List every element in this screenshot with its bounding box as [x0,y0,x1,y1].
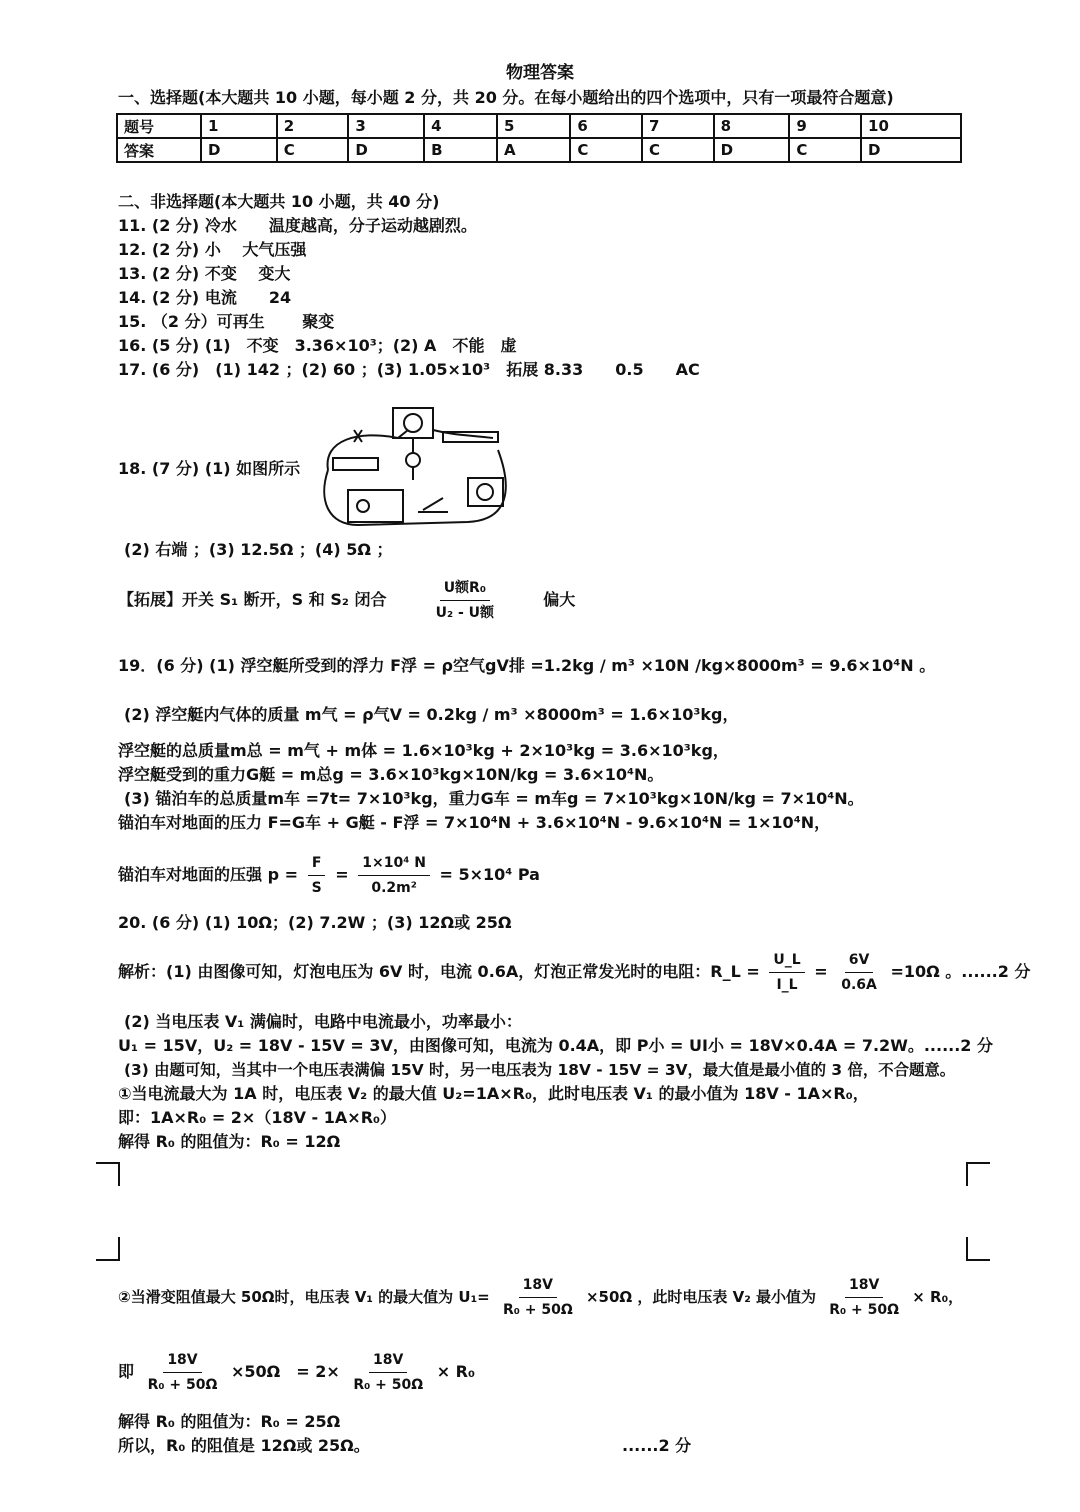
formula-fraction [144,1350,222,1395]
answer-q20-case2-eq [118,1350,475,1395]
table-cell: A [497,138,570,162]
extension-result: 偏大 [543,590,576,609]
answer-q20-part2-calc: U₁ = 15V，U₂ = 18V - 15V = 3V，由图像可知，电流为 0.4A，即 P小 = UI小 = 18V×0.4A = 7.2W。......2 分 [118,1036,994,1055]
supply-knob-icon [357,500,369,512]
answer-q11: 11. (2 分) 冷水 温度越高，分子运动越剧烈。 [118,216,477,235]
table-cell: 7 [642,114,714,138]
fraction-numerator: U额R₀ [440,578,490,601]
table-cell: 2 [277,114,349,138]
meter-dial-icon [477,484,493,500]
table-cell: D [201,138,277,162]
formula-fraction [825,1275,903,1320]
answer-q20-case1: ①当电流最大为 1A 时，电压表 V₂ 的最大值 U₂=1A×R₀，此时电压表 V₁ 的最小值为 18V - 1A×R₀， [118,1084,869,1103]
answer-q20-summary: 20. (6 分) (1) 10Ω；(2) 7.2W ；(3) 12Ω或 25Ω [118,913,512,932]
answer-q15: 15. （2 分）可再生 聚变 [118,312,335,331]
table-cell: C [642,138,714,162]
table-cell: 10 [861,114,961,138]
fraction-denominator: S [311,880,322,896]
answer-q20-part3: (3) 由题可知，当其中一个电压表满偏 15V 时，另一电压表为 18V - 15V = 3V，最大值是最小值的 3 倍，不合题意。 [124,1061,956,1079]
answer-q12: 12. (2 分) 小 大气压强 [118,240,307,259]
table-row-answers [117,138,961,162]
fraction-denominator: I_L [776,977,798,993]
answer-q13: 13. (2 分) 不变 变大 [118,264,291,283]
fraction-numerator: 18V [845,1275,883,1298]
table-cell: D [714,138,790,162]
fraction-denominator: 0.6A [841,977,877,993]
table-cell: C [277,138,349,162]
section1-heading: 一、选择题(本大题共 10 小题，每小题 2 分，共 20 分。在每小题给出的四个选项中，只有一项最符合题意) [118,88,894,107]
formula-text: ②当滑变阻值最大 50Ω时，电压表 V₁ 的最大值为 U₁= [118,1288,490,1306]
extension-text: 【拓展】开关 S₁ 断开，S 和 S₂ 闭合 [118,590,387,609]
section2-heading: 二、非选择题(本大题共 10 小题，共 40 分) [118,192,440,211]
row-label-answer: 答案 [117,138,201,162]
fraction-numerator: 18V [163,1350,201,1373]
answer-q20-analysis1 [118,950,1030,995]
meter-dial-icon [404,414,422,432]
page-title: 物理答案 [506,63,574,83]
formula-fraction [837,950,881,995]
answer-q19-gravity: 浮空艇受到的重力G艇 = m总g = 3.6×10³kg×10N/kg = 3.6×10⁴N。 [118,765,664,784]
formula-fraction [308,853,326,898]
fraction-numerator: 18V [369,1350,407,1373]
formula-fraction [499,1275,577,1320]
table-cell: 4 [424,114,497,138]
fraction-denominator: R₀ + 50Ω [502,1302,573,1318]
formula-text: = [814,962,828,981]
fraction-numerator: U_L [769,950,804,973]
formula-text: = [335,865,349,884]
fraction-numerator: F [308,853,326,876]
corner-mark-top-right [966,1162,990,1186]
answer-q19-part1: 19．(6 分) (1) 浮空艇所受到的浮力 F浮 = ρ空气gV排 =1.2kg / m³ ×10N /kg×8000m³ = 9.6×10⁴N 。 [118,656,936,675]
ammeter-icon [468,478,503,506]
answer-q18-extension [118,578,575,623]
table-cell: C [789,138,861,162]
answer-q18-label: 18. (7 分) (1) 如图所示 [118,459,301,478]
circuit-wire [328,430,408,470]
fraction-numerator: 6V [845,950,874,973]
fraction-denominator: 0.2m² [371,880,417,896]
fraction-denominator: R₀ + 50Ω [829,1302,900,1318]
table-cell: 8 [714,114,790,138]
table-cell: 6 [570,114,642,138]
formula-text: 解析：(1) 由图像可知，灯泡电压为 6V 时，电流 0.6A，灯泡正常发光时的电阻：R_L = [118,962,760,981]
answer-q20-conclusion: 所以，R₀ 的阻值是 12Ω或 25Ω。 [118,1436,370,1455]
fraction-denominator: U₂ - U额 [435,605,495,621]
row-label-number: 题号 [117,114,201,138]
table-cell: 1 [201,114,277,138]
formula-text: × R₀， [912,1288,964,1306]
table-cell: C [570,138,642,162]
corner-mark-bottom-right [966,1237,990,1261]
formula-text: 锚泊车对地面的压强 p = [118,865,299,884]
answer-q20-case2-result: 解得 R₀ 的阻值为：R₀ = 25Ω [118,1412,341,1431]
formula-text: ×50Ω ，此时电压表 V₂ 最小值为 [585,1288,817,1306]
fraction-denominator: R₀ + 50Ω [147,1377,218,1393]
table-cell: 9 [789,114,861,138]
fraction-numerator: 1×10⁴ N [358,853,430,876]
circuit-diagram [318,400,518,530]
table-cell: 5 [497,114,570,138]
answer-q19-pressure-force: 锚泊车对地面的压力 F=G车 + G艇 - F浮 = 7×10⁴N + 3.6×10⁴N - 9.6×10⁴N = 1×10⁴N， [118,813,831,832]
answer-table [116,113,962,163]
answer-q20-case2 [118,1275,963,1320]
answer-q19-part2: (2) 浮空艇内气体的质量 m气 = ρ气V = 0.2kg / m³ ×8000m³ = 1.6×10³kg， [124,705,739,724]
table-cell: D [861,138,961,162]
answer-q17: 17. (6 分) (1) 142 ；(2) 60 ；(3) 1.05×10³ 拓展 8.33 0.5 AC [118,360,700,379]
voltmeter-icon [393,408,433,438]
lamp-icon [406,453,420,467]
answer-q19-total-mass: 浮空艇的总质量m总 = m气 + m体 = 1.6×10³kg + 2×10³kg = 3.6×10³kg， [118,741,729,760]
formula-text: 即 [118,1362,135,1381]
formula-text: = 5×10⁴ Pa [439,865,540,884]
table-row-numbers [117,114,961,138]
formula-fraction [349,1350,427,1395]
formula-text: ×50Ω = 2× [230,1362,340,1381]
score-note: ......2 分 [622,1436,692,1455]
answer-q19-part3: (3) 锚泊车的总质量m车 =7t= 7×10³kg，重力G车 = m车g = 7×10³kg×10N/kg = 7×10⁴N。 [124,789,864,808]
answer-q20-part2: (2) 当电压表 V₁ 满偏时，电路中电流最小，功率最小： [124,1012,522,1031]
battery-icon [333,458,378,470]
fraction-denominator: R₀ + 50Ω [353,1377,424,1393]
answer-q16: 16. (5 分) (1) 不变 3.36×10³；(2) A 不能 虚 [118,336,517,355]
answer-q20-case1-eq: 即：1A×R₀ = 2×（18V - 1A×R₀） [118,1108,397,1127]
fraction-numerator: 18V [519,1275,557,1298]
table-cell: 3 [348,114,424,138]
answer-q14: 14. (2 分) 电流 24 [118,288,292,307]
formula-fraction [358,853,430,898]
formula-fraction [769,950,804,995]
table-cell: B [424,138,497,162]
answer-q18-line2: (2) 右端 ；(3) 12.5Ω ；(4) 5Ω ； [124,540,393,559]
answer-q20-case1-result: 解得 R₀ 的阻值为：R₀ = 12Ω [118,1132,341,1151]
table-cell: D [348,138,424,162]
formula-text: × R₀ [436,1362,475,1381]
answer-q19-pressure [118,853,540,898]
corner-mark-top-left [96,1162,120,1186]
switch-icon [418,498,448,512]
formula-text: =10Ω 。......2 分 [890,962,1031,981]
extension-fraction [432,578,498,623]
corner-mark-bottom-left [96,1237,120,1261]
